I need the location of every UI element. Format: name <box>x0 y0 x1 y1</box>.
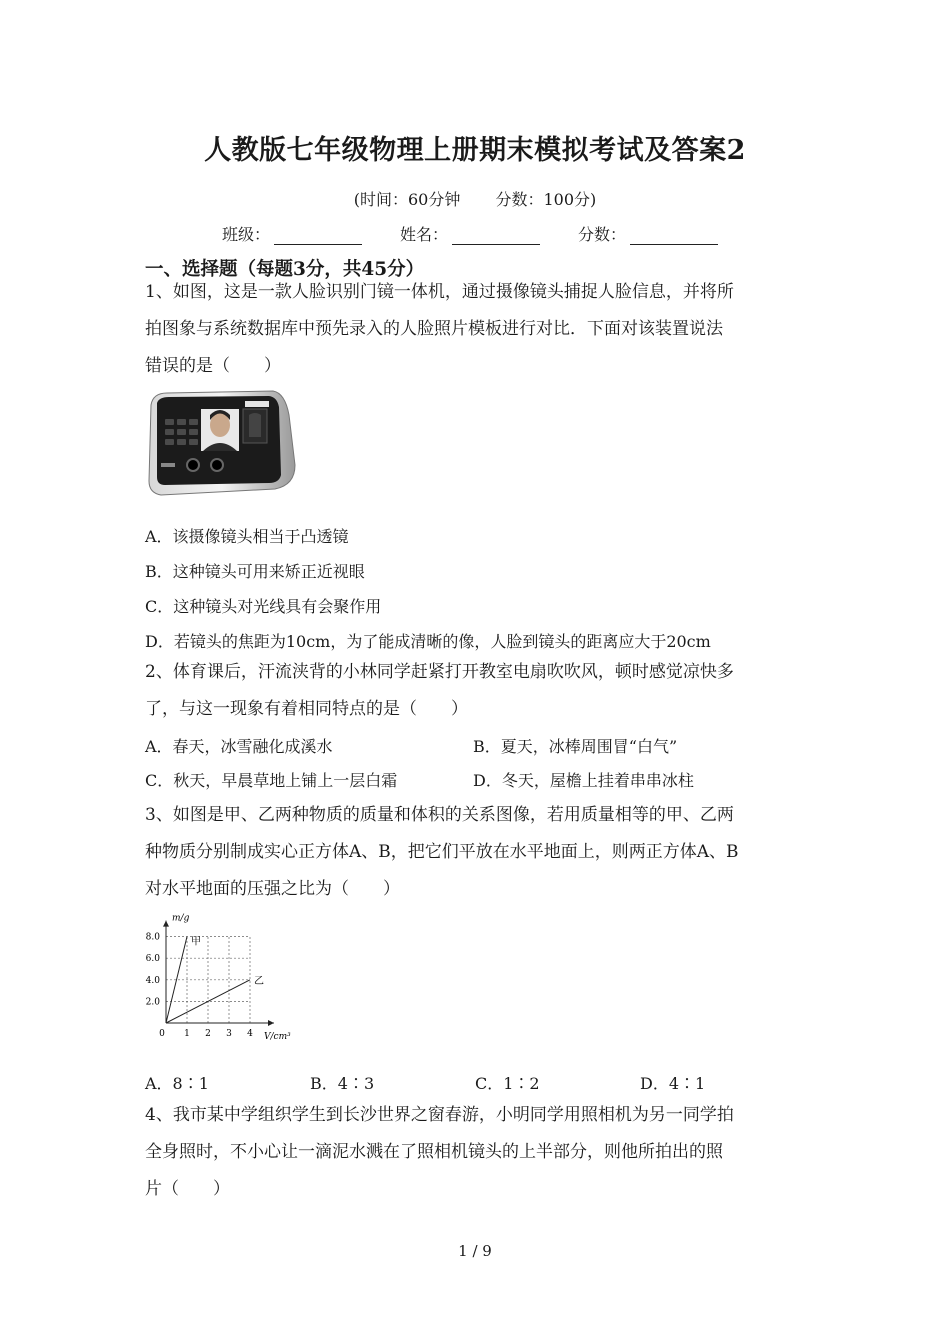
question-3 <box>145 797 810 908</box>
q1-option-b[interactable]: B．这种镜头可用来矫正近视眼 <box>145 562 365 581</box>
name-label: 姓名： <box>400 225 449 244</box>
exam-time: (时间：60分钟 <box>353 190 461 209</box>
q2-option-c[interactable]: C．秋天，早晨草地上铺上一层白霜 <box>145 771 398 790</box>
score-blank[interactable] <box>630 226 718 245</box>
q1-option-c[interactable]: C．这种镜头对光线具有会聚作用 <box>145 597 382 616</box>
question-2 <box>145 654 810 728</box>
x-tick-label: 2 <box>205 1029 211 1039</box>
y-tick-label: 4.0 <box>145 975 160 986</box>
y-tick-label: 8.0 <box>145 932 160 943</box>
x-tick-label: 3 <box>226 1029 232 1039</box>
question-4-line: 全身照时，不小心让一滴泥水溅在了照相机镜头的上半部分，则他所拍出的照 <box>145 1142 723 1162</box>
q2-option-b[interactable]: B．夏天，冰棒周围冒“白气” <box>473 737 678 756</box>
q3-option-c[interactable]: C．1∶2 <box>475 1074 540 1093</box>
section-heading: 一、选择题（每题3分，共45分） <box>145 259 425 280</box>
q1-option-d[interactable]: D．若镜头的焦距为10cm，为了能成清晰的像，人脸到镜头的距离应大于20cm <box>145 632 711 651</box>
score-field[interactable] <box>578 222 718 245</box>
face-recognition-device-image <box>145 385 297 503</box>
question-4 <box>145 1097 810 1208</box>
x-axis-label: V/cm³ <box>264 1032 291 1042</box>
question-3-line: 3、如图是甲、乙两种物质的质量和体积的关系图像，若用质量相等的甲、乙两 <box>145 805 734 825</box>
question-1-line: 拍图象与系统数据库中预先录入的人脸照片模板进行对比．下面对该装置说法 <box>145 319 723 339</box>
page-title: 人教版七年级物理上册期末模拟考试及答案2 <box>204 135 746 166</box>
class-blank[interactable] <box>274 226 362 245</box>
question-1 <box>145 274 810 385</box>
q3-option-a[interactable]: A．8∶1 <box>145 1074 209 1093</box>
question-4-line: 片（ ） <box>145 1179 230 1199</box>
x-tick-label: 1 <box>184 1029 190 1039</box>
page-number: 1 / 9 <box>458 1242 492 1260</box>
q2-option-d[interactable]: D．冬天，屋檐上挂着串串冰柱 <box>473 771 694 790</box>
series-label: 甲 <box>191 936 201 948</box>
series-label: 乙 <box>254 975 264 987</box>
name-field[interactable] <box>400 222 540 245</box>
question-2-line: 2、体育课后，汗流浃背的小林同学赶紧打开教室电扇吹吹风，顿时感觉凉快多 <box>145 662 734 682</box>
question-4-line: 4、我市某中学组织学生到长沙世界之窗春游，小明同学用照相机为另一同学拍 <box>145 1105 734 1125</box>
q2-option-a[interactable]: A．春天，冰雪融化成溪水 <box>145 737 333 756</box>
x-tick-label: 4 <box>247 1029 253 1039</box>
exam-score: 分数：100分) <box>495 190 597 209</box>
y-axis-label: m/g <box>172 913 190 924</box>
class-label: 班级： <box>222 225 271 244</box>
q3-option-d[interactable]: D．4∶1 <box>640 1074 706 1093</box>
y-tick-label: 6.0 <box>145 954 160 965</box>
mass-volume-chart <box>140 905 310 1045</box>
question-1-line: 错误的是（ ） <box>145 356 281 376</box>
q3-option-b[interactable]: B．4∶3 <box>310 1074 375 1093</box>
question-1-line: 1、如图，这是一款人脸识别门镜一体机，通过摄像镜头捕捉人脸信息，并将所 <box>145 282 734 302</box>
student-info <box>222 222 756 245</box>
exam-info <box>0 187 950 210</box>
class-field[interactable] <box>222 222 362 245</box>
name-blank[interactable] <box>452 226 540 245</box>
question-2-line: 了，与这一现象有着相同特点的是（ ） <box>145 699 468 719</box>
x-axis-arrow <box>268 1020 274 1026</box>
y-tick-label: 2.0 <box>145 997 160 1008</box>
y-axis-arrow <box>163 921 169 927</box>
question-3-line: 种物质分别制成实心正方体A、B，把它们平放在水平地面上，则两正方体A、B <box>145 842 739 862</box>
q1-option-a[interactable]: A．该摄像镜头相当于凸透镜 <box>145 527 349 546</box>
score-label: 分数： <box>578 225 627 244</box>
x-tick-label: 0 <box>159 1029 165 1039</box>
question-3-line: 对水平地面的压强之比为（ ） <box>145 879 400 899</box>
